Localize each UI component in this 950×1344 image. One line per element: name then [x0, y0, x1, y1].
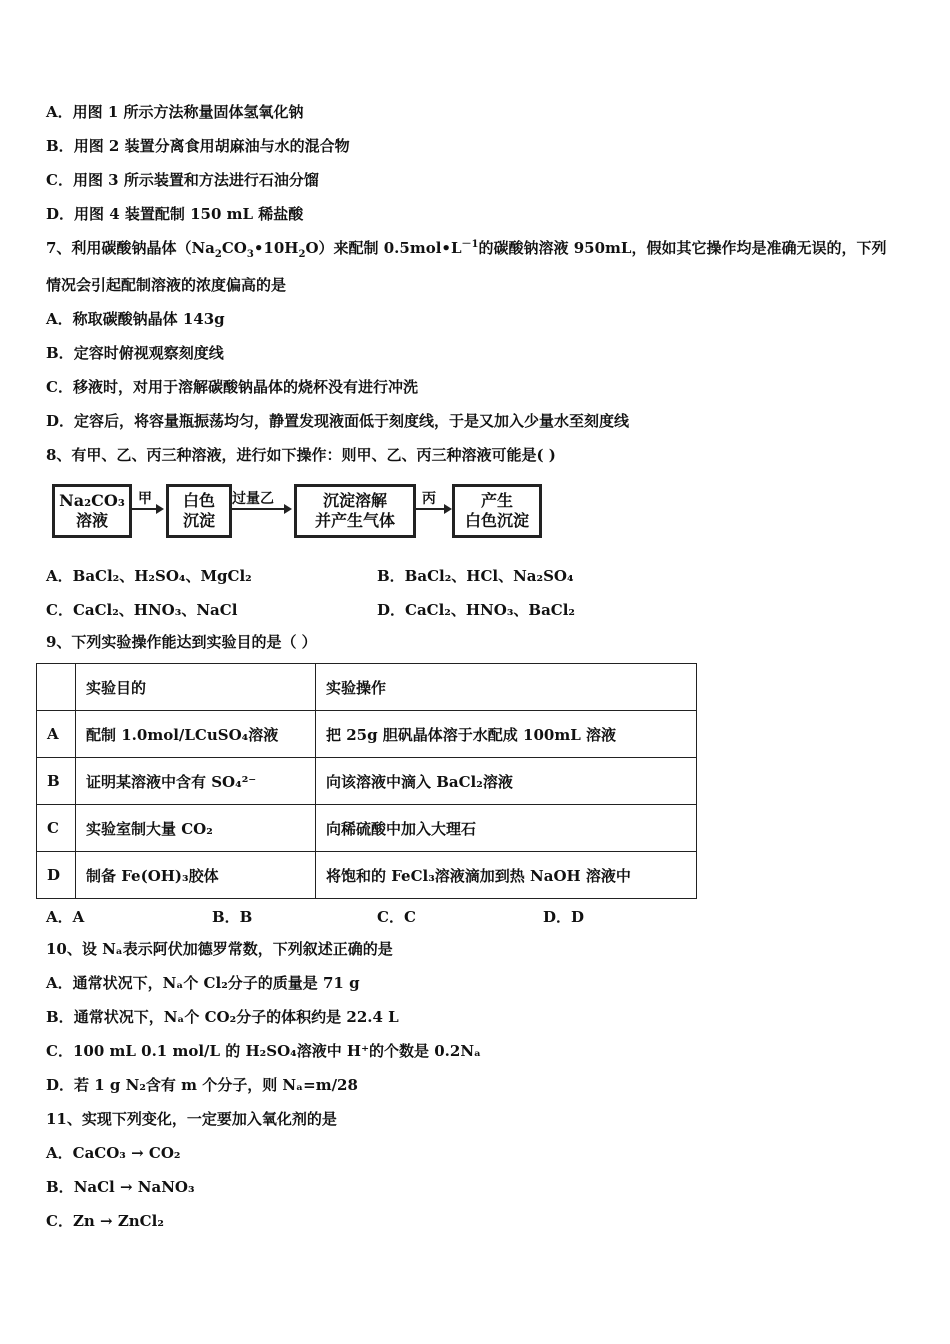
table-header-row — [37, 664, 697, 711]
q11-option-b: B．NaCl → NaNO₃ — [46, 1178, 195, 1196]
flow-arrowhead-3 — [444, 504, 452, 514]
table-header-operation: 实验操作 — [316, 664, 697, 711]
q8-flow-diagram — [50, 476, 550, 544]
q6-option-c: C．用图 3 所示装置和方法进行石油分馏 — [46, 171, 319, 189]
flow-arrow-1 — [132, 508, 158, 510]
q10-stem: 10、设 Nₐ表示阿伏加德罗常数，下列叙述正确的是 — [46, 940, 393, 958]
q6-option-d: D．用图 4 装置配制 150 mL 稀盐酸 — [46, 205, 304, 223]
q7-option-c: C．移液时，对用于溶解碳酸钠晶体的烧杯没有进行冲洗 — [46, 378, 418, 396]
flow-arrowhead-2 — [284, 504, 292, 514]
q10-option-a: A．通常状况下，Nₐ个 Cl₂分子的质量是 71 g — [46, 974, 360, 992]
table-row — [37, 852, 697, 899]
row-purpose: 制备 Fe(OH)₃胶体 — [76, 852, 316, 899]
row-key: D — [37, 852, 76, 899]
q7-option-d: D．定容后，将容量瓶振荡均匀，静置发现液面低于刻度线，于是又加入少量水至刻度线 — [46, 412, 630, 430]
q8-option-d: D．CaCl₂、HNO₃、BaCl₂ — [377, 601, 575, 619]
q11-option-c: C．Zn → ZnCl₂ — [46, 1212, 164, 1230]
q7-option-a: A．称取碳酸钠晶体 143g — [46, 310, 225, 328]
q10-option-b: B．通常状况下，Nₐ个 CO₂分子的体积约是 22.4 L — [46, 1008, 399, 1026]
row-operation: 向稀硫酸中加入大理石 — [316, 805, 697, 852]
q10-option-c: C．100 mL 0.1 mol/L 的 H₂SO₄溶液中 H⁺的个数是 0.2Nₐ — [46, 1042, 482, 1060]
row-operation: 向该溶液中滴入 BaCl₂溶液 — [316, 758, 697, 805]
row-key: A — [37, 711, 76, 758]
table-header-purpose: 实验目的 — [76, 664, 316, 711]
row-operation: 将饱和的 FeCl₃溶液滴加到热 NaOH 溶液中 — [316, 852, 697, 899]
flow-arrow-2 — [232, 508, 286, 510]
flow-box-dissolve-gas: 沉淀溶解 并产生气体 — [294, 484, 416, 538]
q9-answer-a: A．A — [46, 908, 85, 926]
q9-answer-d: D．D — [543, 908, 585, 926]
table-header-key — [37, 664, 76, 711]
q9-stem: 9、下列实验操作能达到实验目的是（ ） — [46, 633, 317, 651]
q9-answer-c: C．C — [377, 908, 416, 926]
q6-option-b: B．用图 2 装置分离食用胡麻油与水的混合物 — [46, 137, 350, 155]
row-purpose: 实验室制大量 CO₂ — [76, 805, 316, 852]
flow-box-white-precipitate: 白色 沉淀 — [166, 484, 232, 538]
q8-option-b: B．BaCl₂、HCl、Na₂SO₄ — [377, 567, 574, 585]
q8-stem: 8、有甲、乙、丙三种溶液，进行如下操作：则甲、乙、丙三种溶液可能是( ) — [46, 446, 556, 464]
flow-arrow-label-3: 丙 — [422, 491, 436, 507]
row-key: B — [37, 758, 76, 805]
row-operation: 把 25g 胆矾晶体溶于水配成 100mL 溶液 — [316, 711, 697, 758]
q9-answer-b: B．B — [212, 908, 253, 926]
q10-option-d: D．若 1 g N₂含有 m 个分子，则 Nₐ=m/28 — [46, 1076, 358, 1094]
row-key: C — [37, 805, 76, 852]
flow-arrow-label-2: 过量乙 — [232, 491, 274, 507]
flow-box-na2co3: Na₂CO₃ 溶液 — [52, 484, 132, 538]
q11-option-a: A．CaCO₃ → CO₂ — [46, 1144, 181, 1162]
row-purpose: 配制 1.0mol/LCuSO₄溶液 — [76, 711, 316, 758]
q6-option-a: A．用图 1 所示方法称量固体氢氧化钠 — [46, 103, 304, 121]
q8-option-c: C．CaCl₂、HNO₃、NaCl — [46, 601, 238, 619]
flow-box-produce-precipitate: 产生 白色沉淀 — [452, 484, 542, 538]
q8-option-a: A．BaCl₂、H₂SO₄、MgCl₂ — [46, 567, 252, 585]
q9-table — [36, 663, 697, 899]
q7-stem-line1: 7、利用碳酸钠晶体$(Na_2CO_3•10H_2O)$来配制 $0.5mol•L^{-1}$的碳酸钠溶液 950mL，假如其它操作均是准确无误的，下列 — [46, 239, 887, 260]
table-row — [37, 805, 697, 852]
q7-option-b: B．定容时俯视观察刻度线 — [46, 344, 224, 362]
q11-stem: 11、实现下列变化，一定要加入氧化剂的是 — [46, 1110, 337, 1128]
table-row — [37, 711, 697, 758]
flow-arrow-label-1: 甲 — [138, 491, 152, 507]
flow-arrow-3 — [416, 508, 446, 510]
row-purpose: 证明某溶液中含有 SO₄²⁻ — [76, 758, 316, 805]
q7-stem-line2: 情况会引起配制溶液的浓度偏高的是 — [46, 276, 287, 294]
table-row — [37, 758, 697, 805]
flow-arrowhead-1 — [156, 504, 164, 514]
